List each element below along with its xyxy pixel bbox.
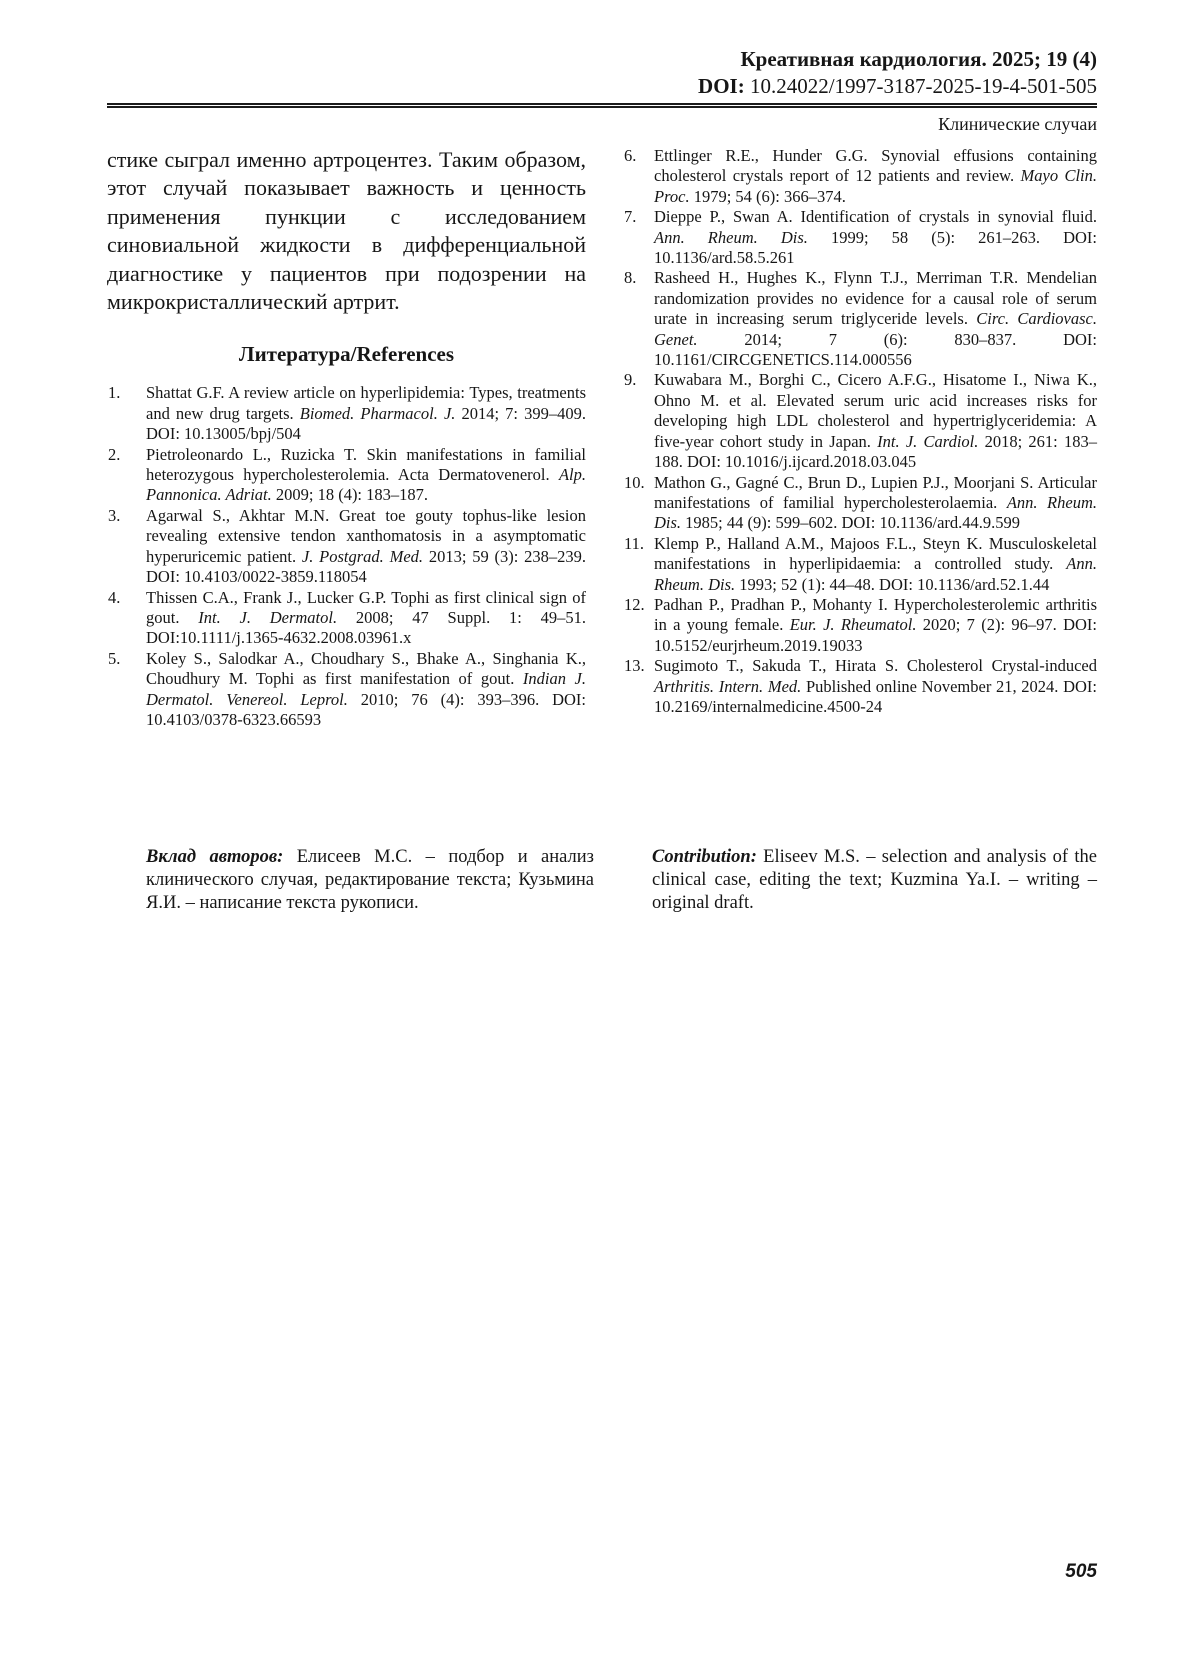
reference-number: 5. — [108, 648, 121, 668]
left-column — [107, 146, 586, 730]
doi-value: 10.24022/1997-3187-2025-19-4-501-505 — [744, 74, 1097, 98]
reference-text: Pietroleonardo L., Ruzicka T. Skin manifestations in familial heterozygous hypercholesterolemia. Acta Dermatovenerol. Alp. Pannonica. Adriat. 2009; 18 (4): 183–187. — [146, 444, 586, 505]
reference-item — [623, 534, 1097, 595]
reference-number: 1. — [108, 383, 121, 403]
reference-text: Padhan P., Pradhan P., Mohanty I. Hypercholesterolemic arthritis in a young female. Eur. J. Rheumatol. 2020; 7 (2): 96–97. DOI: 10.5152/eurjrheum.2019.19033 — [654, 594, 1097, 655]
page-header — [107, 46, 1097, 100]
contribution-text-en: Eliseev M.S. – selection and analysis of the clinical case, editing the text; Kuzmina Ya.I. – writing – original draft. — [652, 847, 1097, 913]
section-label: Клинические случаи — [938, 114, 1097, 134]
reference-text: Sugimoto T., Sakuda T., Hirata S. Cholesterol Crystal-induced Arthritis. Intern. Med. Published online November 21, 2024. DOI: 10.2169/internalmedicine.4500-24 — [654, 656, 1098, 716]
contribution-label-en: Contribution: — [652, 847, 757, 867]
reference-number: 9. — [624, 370, 637, 390]
journal-issue-line: Креативная кардиология. 2025; 19 (4) — [740, 47, 1097, 71]
reference-number: 7. — [624, 207, 637, 227]
reference-number: 11. — [624, 533, 645, 553]
reference-item — [623, 473, 1097, 534]
references-list-left — [107, 383, 586, 730]
author-contribution-ru — [146, 846, 594, 915]
reference-number: 6. — [624, 146, 637, 165]
reference-number: 2. — [108, 444, 121, 464]
reference-text: Koley S., Salodkar A., Choudhary S., Bhake A., Singhania K., Choudhury M. Tophi as first manifestation of gout. Indian J. Dermatol. Venereol. Leprol. 2010; 76 (4): 393–396. DOI: 10.4103/0378-6323.66593 — [146, 648, 587, 729]
contribution-label-ru: Вклад авторов: — [146, 847, 284, 867]
doi-line — [107, 73, 1097, 100]
reference-item — [623, 656, 1097, 717]
contribution-text-ru: Елисеев М.С. – подбор и анализ клинического случая, редактирование текста; Кузьмина Я.И. – написание текста рукописи. — [146, 847, 594, 913]
reference-number: 4. — [108, 587, 121, 607]
right-column — [623, 146, 1097, 717]
reference-number: 13. — [624, 656, 645, 676]
reference-item — [623, 268, 1097, 370]
reference-text: Kuwabara M., Borghi C., Cicero A.F.G., Hisatome I., Niwa K., Ohno M. et al. Elevated serum uric acid increases risks for developing high LDL cholesterol and hypertriglyceridemia: A five-year cohort study in Japan. Int. J. Cardiol. 2018; 261: 183–188. DOI: 10.1016/j.ijcard.2018.03.045 — [654, 370, 1097, 472]
doi-label: DOI: — [698, 74, 745, 98]
reference-number: 12. — [624, 594, 645, 614]
reference-text: Thissen C.A., Frank J., Lucker G.P. Tophi as first clinical sign of gout. Int. J. Dermatol. 2008; 47 Suppl. 1: 49–51. DOI:10.1111/j.1365-4632.2008.03961.x — [146, 587, 586, 648]
reference-text: Klemp P., Halland A.M., Majoos F.L., Steyn K. Musculoskeletal manifestations in hyperlipidaemia: a controlled study. Ann. Rheum. Dis. 1993; 52 (1): 44–48. DOI: 10.1136/ard.52.1.44 — [654, 533, 1097, 594]
reference-text: Rasheed H., Hughes K., Flynn T.J., Merriman T.R. Mendelian randomization provides no evidence for a causal role of serum urate in increasing serum triglyceride levels. Circ. Cardiovasc. Genet. 2014; 7 (6): 830–837. DOI: 10.1161/CIRCGENETICS.114.000556 — [654, 268, 1097, 370]
reference-number: 10. — [624, 472, 645, 492]
reference-item — [107, 588, 586, 649]
reference-number: 8. — [624, 268, 637, 288]
references-list-right — [623, 146, 1097, 717]
reference-item — [623, 207, 1097, 268]
reference-text: Shattat G.F. A review article on hyperlipidemia: Types, treatments and new drug targets. Biomed. Pharmacol. J. 2014; 7: 399–409. DOI: 10.13005/bpj/504 — [146, 383, 586, 444]
page-number: 505 — [1065, 1561, 1097, 1582]
reference-item — [107, 506, 586, 588]
author-contribution-en — [652, 846, 1097, 915]
reference-text: Mathon G., Gagné C., Brun D., Lupien P.J., Moorjani S. Articular manifestations of familial hypercholesterolaemia. Ann. Rheum. Dis. 1985; 44 (9): 599–602. DOI: 10.1136/ard.44.9.599 — [654, 472, 1097, 533]
reference-text: Ettlinger R.E., Hunder G.G. Synovial effusions containing cholesterol crystals report of 12 patients and review. Mayo Clin. Proc. 1979; 54 (6): 366–374. — [654, 146, 1097, 206]
header-rule-divider — [107, 103, 1097, 108]
reference-number: 3. — [108, 505, 121, 525]
reference-item — [107, 649, 586, 731]
reference-item — [623, 146, 1097, 207]
reference-item — [623, 595, 1097, 656]
reference-item — [623, 370, 1097, 472]
reference-text: Agarwal S., Akhtar M.N. Great toe gouty tophus-like lesion revealing extensive tendon xanthomatosis in a asymptomatic hyperuricemic patient. J. Postgrad. Med. 2013; 59 (3): 238–239. DOI: 10.4103/0022-3859.118054 — [146, 505, 586, 587]
reference-item — [107, 445, 586, 506]
references-heading: Литература/References — [238, 342, 455, 367]
reference-text: Dieppe P., Swan A. Identification of crystals in synovial fluid. Ann. Rheum. Dis. 1999; 58 (5): 261–263. DOI: 10.1136/ard.58.5.261 — [654, 207, 1097, 268]
intro-paragraph: стике сыграл именно артроцентез. Таким образом, этот случай показывает важность и ценность применения пункции с исследованием синовиальной жидкости в дифференциальной диагностике у пациентов при подозрении на микрокристаллический артрит. — [107, 147, 586, 315]
reference-item — [107, 383, 586, 444]
